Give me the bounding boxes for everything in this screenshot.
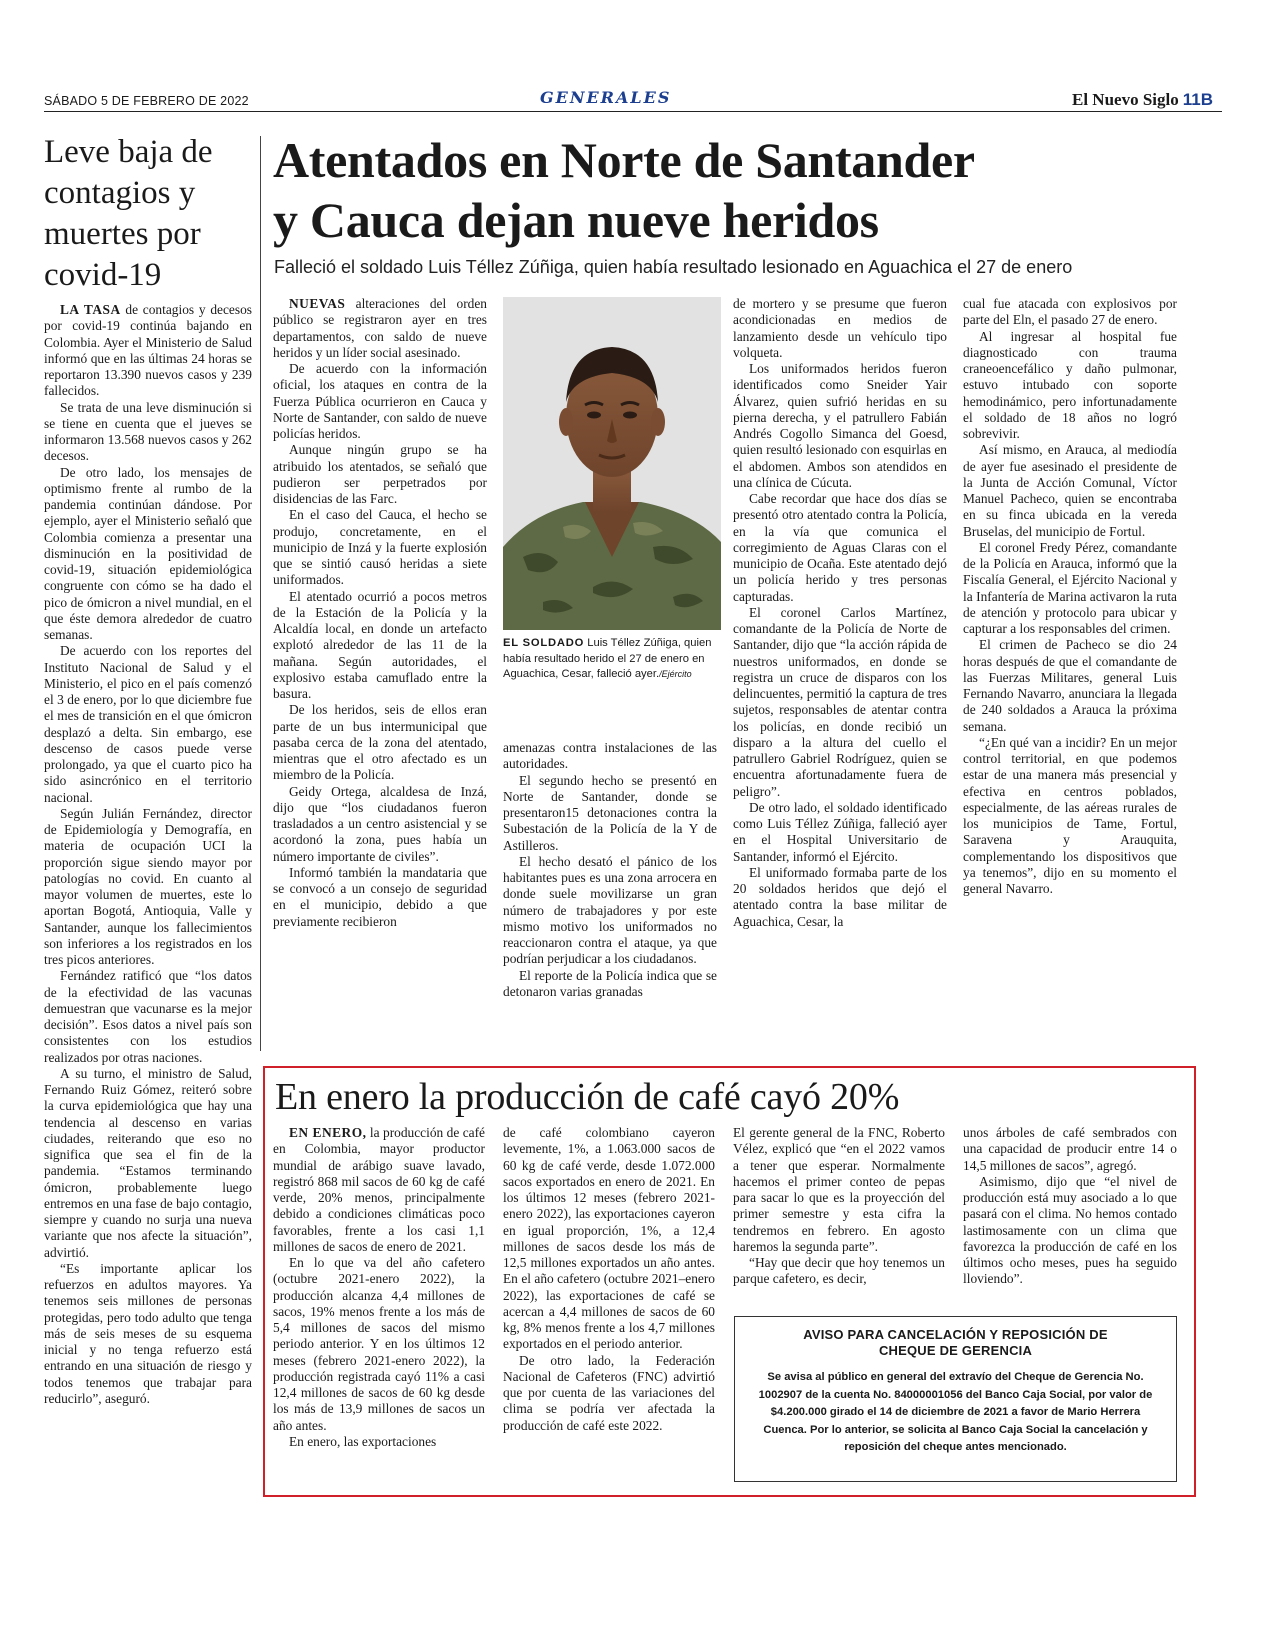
main-headline-line1: Atentados en Norte de Santander [273, 132, 975, 188]
section-name: GENERALES [540, 88, 672, 107]
main-story-lead: NUEVAS [289, 296, 346, 311]
photo-caption-text: Luis Téllez Zúñiga, quien había resultado herido el 27 de enero en Aguachica, Cesar, falleció ayer. [503, 637, 712, 680]
coffee-paragraph: de café colombiano cayeron levemente, 1%, a 1.063.000 sacos de 60 kg de café verde, desde 1.072.000 sacos exportados en enero de 2021. En los últimos 12 meses (febrero 2021-enero 2022), las exportaciones cayeron en igual proporción, 1%, a 12,4 millones de sacos desde los más de 12,5 millones exportados un año antes. En el año cafetero (octubre 2021–enero 2022), las exportaciones de café se acercan a 4,4 millones de sacos de 60 kg, 8% menos frente a los 4,7 millones exportados en el periodo anterior. [503, 1125, 715, 1352]
left-story-paragraph [44, 302, 252, 400]
main-paragraph: En el caso del Cauca, el hecho se produjo, concretamente, en el municipio de Inzá y la fuerte explosión que se sintió causó heridas a siete uniformados. [273, 507, 487, 588]
masthead-rule [44, 111, 1222, 112]
main-paragraph: De los heridos, seis de ellos eran parte de un bus intermunicipal que pasaba cerca de la zona del atentado, mientras que el otro afectado es un miembro de la Policía. [273, 702, 487, 783]
newspaper-title: El Nuevo Siglo [1072, 90, 1179, 109]
left-story-paragraph: De otro lado, los mensajes de optimismo frente al rumbo de la pandemia continúan dándose. Por ejemplo, ayer el Ministerio señaló que Colombia comienza a presentar una disminución en la positividad de covid-19, situación epidemiológica congruente con cómo se ha dado el pico de ómicron a nivel mundial, en el que éste demora alrededor de cuatro semanas. [44, 464, 252, 642]
left-story-paragraph: Fernández ratificó que “los datos de la efectividad de las vacunas demuestran que vacunarse es la mejor decisión”. Esos datos a nivel país son consistentes con los estudios realizados por otras naciones. [44, 968, 252, 1065]
notice-title-line1: AVISO PARA CANCELACIÓN Y REPOSICIÓN DE [803, 1327, 1108, 1342]
main-text: alteraciones del orden público se registraron ayer en tres departamentos, con saldo de nueve heridos y un líder social asesinado. [273, 296, 487, 360]
main-paragraph: Así mismo, en Arauca, al mediodía de ayer fue asesinado el presidente de la Junta de Acción Comunal, Víctor Manuel Pacheco, quien se encontraba en su finca ubicada en la vereda Bruselas, del municipio de Fortul. [963, 442, 1177, 539]
main-paragraph: de mortero y se presume que fueron acondicionadas en medios de lanzamiento desde un vehículo tipo volqueta. [733, 296, 947, 360]
coffee-lead: EN ENERO, [289, 1125, 367, 1140]
coffee-column-1 [273, 1125, 485, 1450]
main-paragraph: Al ingresar al hospital fue diagnosticado con trauma craneoencefálico y daño pulmonar, estuvo intubado con soporte hemodinámico, pero infortunadamente el soldado de 18 años no logró sobrevivir. [963, 328, 1177, 441]
photo-credit: /Ejército [659, 669, 692, 679]
page-number: 11B [1182, 90, 1213, 109]
main-paragraph: De otro lado, el soldado identificado como Luis Téllez Zúñiga, falleció ayer en el Hospital Universitario de Santander, informó el Ejército. [733, 799, 947, 864]
left-story-text: de contagios y decesos por covid-19 continúa bajando en Colombia. Ayer el Ministerio de Salud informó que en las últimas 24 horas se reportaron 13.390 nuevos casos y 239 fallecidos. [44, 302, 252, 399]
left-story-paragraph: Se trata de una leve disminución si se tiene en cuenta que el jueves se informaron 13.568 nuevos casos y 262 decesos. [44, 399, 252, 464]
main-paragraph: El crimen de Pacheco se dio 24 horas después de que el comandante de las Fuerzas Militares, general Luis Fernando Navarro, anunciara la llegada de 240 soldados a Arauca la próxima semana. [963, 637, 1177, 734]
soldier-photo [503, 297, 721, 630]
left-story-headline: Leve baja de contagios y muertes por covid-19 [44, 134, 213, 293]
column-divider [260, 136, 261, 1051]
notice-body: Se avisa al público en general del extravío del Cheque de Gerencia No. 1002907 de la cuenta No. 84000001056 del Banco Caja Social, por valor de $4.200.000 girado el 14 de diciembre de 2021 a favor de Mario Herrera Cuenca. Por lo anterior, se solicita al Banco Caja Social la cancelación y reposición del cheque antes mencionado. [758, 1371, 1153, 1453]
coffee-paragraph: En lo que va del año cafetero (octubre 2021-enero 2022), la producción alcanza 4,4 millones de sacos, 19% menos frente a los más de 5,4 millones de sacos del mismo periodo anterior. Y en los últimos 12 meses (febrero 2021-enero 2022), la producción registrada cayó 11% a casi 12,4 millones de sacos de 60 kg desde los más de 13,9 millones de sacos un año antes. [273, 1255, 485, 1433]
main-paragraph: El uniformado formaba parte de los 20 soldados heridos que dejó el atentado contra la base militar de Aguachica, Cesar, la [733, 864, 947, 929]
main-headline-line2: y Cauca dejan nueve heridos [273, 192, 879, 248]
issue-date: SÁBADO 5 DE FEBRERO DE 2022 [44, 94, 249, 108]
main-paragraph: “¿En qué van a incidir? En un mejor control territorial, en que podemos estar de una manera más presencial y efectiva en centros poblados, especialmente, de las aéreas rurales de los municipios de Tame, Fortul, Saravena y Arauquita, complementando los dispositivos que ya tenemos”, dijo en su momento el general Navarro. [963, 734, 1177, 896]
main-paragraph [273, 296, 487, 361]
main-story-column-2 [503, 740, 717, 1000]
coffee-text: la producción de café en Colombia, mayor productor mundial de arábigo suave lavado, registró 868 mil sacos de 60 kg de café verde, 20% menos, principalmente debido a condiciones climáticas poco favorables, frente a los casi 1,1 millones de sacos de enero de 2021. [273, 1125, 485, 1254]
main-paragraph: amenazas contra instalaciones de las autoridades. [503, 740, 717, 772]
photo-caption [503, 636, 721, 683]
main-story-column-4 [963, 296, 1177, 897]
coffee-paragraph [273, 1125, 485, 1255]
left-story-paragraph: De acuerdo con los reportes del Instituto Nacional de Salud y el Ministerio, el pico en el país comenzó el 3 de enero, por lo que diciembre fue el mes de transición en el que ómicron desplazó a delta. Sin embargo, ese descenso de casos puede verse prolongado, ya que el cuarto pico ha sido asincrónico en el territorio nacional. [44, 643, 252, 805]
left-story-paragraph: Según Julián Fernández, director de Epidemiología y Demografía, en materia de ocupación UCI la proporción sigue siendo mayor por patologías no covid. En cuanto al mayor volumen de muertes, este lo aportan Bogotá, Antioquia, Valle y Santander, aunque los fallecimientos son inferiores a los registrados en los tres picos anteriores. [44, 805, 252, 967]
left-story-paragraph: “Es importante aplicar los refuerzos en adultos mayores. Ya tenemos seis millones de personas protegidas, pero todo adulto que tenga más de seis meses de su esquema inicial y no tenga refuerzo está entrando en una situación de riesgo y todos tenemos que trabajar para reducirlo”, aseguró. [44, 1260, 252, 1406]
main-paragraph: Informó también la mandataria que se convocó a un consejo de seguridad en el municipio, debido a que previamente recibieron [273, 864, 487, 929]
coffee-paragraph: Asimismo, dijo que “el nivel de producción está muy asociado a lo que pasará con el clima. No hemos contado lastimosamente con un clima que favorezca la producción de café en los últimos ocho meses, pues ha seguido lloviendo”. [963, 1173, 1177, 1287]
coffee-paragraph: “Hay que decir que hoy tenemos un parque cafetero, es decir, [733, 1255, 945, 1287]
main-headline [273, 130, 1213, 250]
left-story-paragraph: A su turno, el ministro de Salud, Fernando Ruiz Gómez, reiteró sobre la curva epidemiológica que hay una tendencia al descenso en varias ciudades, reiterando que eso no significa que sea el fin de la pandemia. “Estamos terminando ómicron, probablemente luego entremos en una fase de bajo contagio, siempre y cuando no surja una nueva variante que nos afecte la situación”, advirtió. [44, 1065, 252, 1260]
main-paragraph: El segundo hecho se presentó en Norte de Santander, donde se presentaron15 detonaciones contra la Subestación de la Policía de la Y de Astilleros. [503, 772, 717, 853]
main-paragraph: De acuerdo con la información oficial, los ataques en contra de la Fuerza Pública ocurrieron en Cauca y Norte de Santander, con saldo de nueve policías heridos. [273, 361, 487, 441]
main-paragraph: El coronel Fredy Pérez, comandante de la Policía en Arauca, informó que la Fiscalía General, el Ejército Nacional y la Infantería de Marina activaron la ruta de atención y protocolo para ubicar y capturar a los responsables del crimen. [963, 539, 1177, 636]
coffee-paragraph: unos árboles de café sembrados con una capacidad de producir entre 14 o 14,5 millones de sacos”, agregó. [963, 1125, 1177, 1173]
left-story-body [44, 302, 252, 1407]
main-paragraph: El atentado ocurrió a pocos metros de la Estación de la Policía y la Alcaldía local, en donde un artefacto explotó alrededor de las 11 de la mañana. Según autoridades, el explosivo estaba camuflado entre la basura. [273, 588, 487, 701]
main-paragraph: El reporte de la Policía indica que se detonaron varias granadas [503, 967, 717, 999]
main-paragraph: Los uniformados heridos fueron identificados como Sneider Yair Álvarez, quien sufrió heridas en su pierna derecha, y el patrullero Fabián Andrés Cogollo Simanca del Goesd, quien resultó lesionado con esquirlas en el abdomen. Ambos son atendidos en una clínica de Cúcuta. [733, 361, 947, 490]
coffee-column-2 [503, 1125, 715, 1434]
photo-caption-label: EL SOLDADO [503, 637, 585, 649]
soldier-portrait-graphic [503, 297, 721, 630]
main-paragraph: Aunque ningún grupo se ha atribuido los atentados, se señaló que pudieron ser perpetrados por disidencias de las Farc. [273, 442, 487, 506]
left-story-lead: LA TASA [60, 302, 121, 317]
coffee-paragraph: El gerente general de la FNC, Roberto Vélez, explicó que “en el 2022 vamos a tener que esperar. Normalmente hacemos el primer conteo de pepas para sacar lo que es la proyección del primer semestre y esta cifra la tendremos en febrero. En agosto haremos la segunda parte”. [733, 1125, 945, 1254]
main-story-column-3 [733, 296, 947, 930]
coffee-headline: En enero la producción de café cayó 20% [275, 1076, 900, 1118]
coffee-paragraph: En enero, las exportaciones [289, 1433, 437, 1449]
main-paragraph: cual fue atacada con explosivos por parte del Eln, el pasado 27 de enero. [963, 296, 1177, 328]
main-paragraph: El hecho desató el pánico de los habitantes pues es una zona arrocera en donde suele movilizarse un gran número de trabajadores y por este mismo motivo los uniformados no reaccionaron contra el ataque, ya que podrían perjudicar a los ciudadanos. [503, 853, 717, 967]
newspaper-name [1072, 90, 1213, 110]
notice-title-line2: CHEQUE DE GERENCIA [878, 1343, 1033, 1358]
main-paragraph: El coronel Carlos Martínez, comandante de la Policía de Norte de Santander, dijo que “la acción rápida de nuestros uniformados, en donde se registra un cruce de disparos con los delincuentes, permitió la captura de tres sujetos, responsables de atentar contra los policías, en donde recibió un disparo a la altura del cuello el patrullero Gabriel Rodríguez, quien se encuentra afortunadamente fuera de peligro”. [733, 604, 947, 799]
notice-title [735, 1327, 1176, 1359]
coffee-paragraph: De otro lado, la Federación Nacional de Cafeteros (FNC) advirtió que por cuenta de las variaciones del clima se podría ver afectada la producción de café este 2022. [503, 1352, 715, 1433]
main-subheadline: Falleció el soldado Luis Téllez Zúñiga, quien había resultado lesionado en Aguachica el 27 de enero [274, 257, 1073, 277]
coffee-column-3 [733, 1125, 945, 1288]
main-paragraph: Cabe recordar que hace dos días se presentó otro atentado contra la Policía, en la vía que comunica el corregimiento de Aguas Claras con el municipio de Ocaña. Este atentado dejó un policía herido y tres personas capturadas. [733, 491, 947, 604]
cheque-notice [734, 1316, 1177, 1482]
main-story-column-1 [273, 296, 487, 930]
main-paragraph: Geidy Ortega, alcaldesa de Inzá, dijo que “los ciudadanos fueron trasladados a un centro asistencial y se acordonó la zona, pues había un número importante de civiles”. [273, 783, 487, 864]
coffee-column-4 [963, 1125, 1177, 1288]
